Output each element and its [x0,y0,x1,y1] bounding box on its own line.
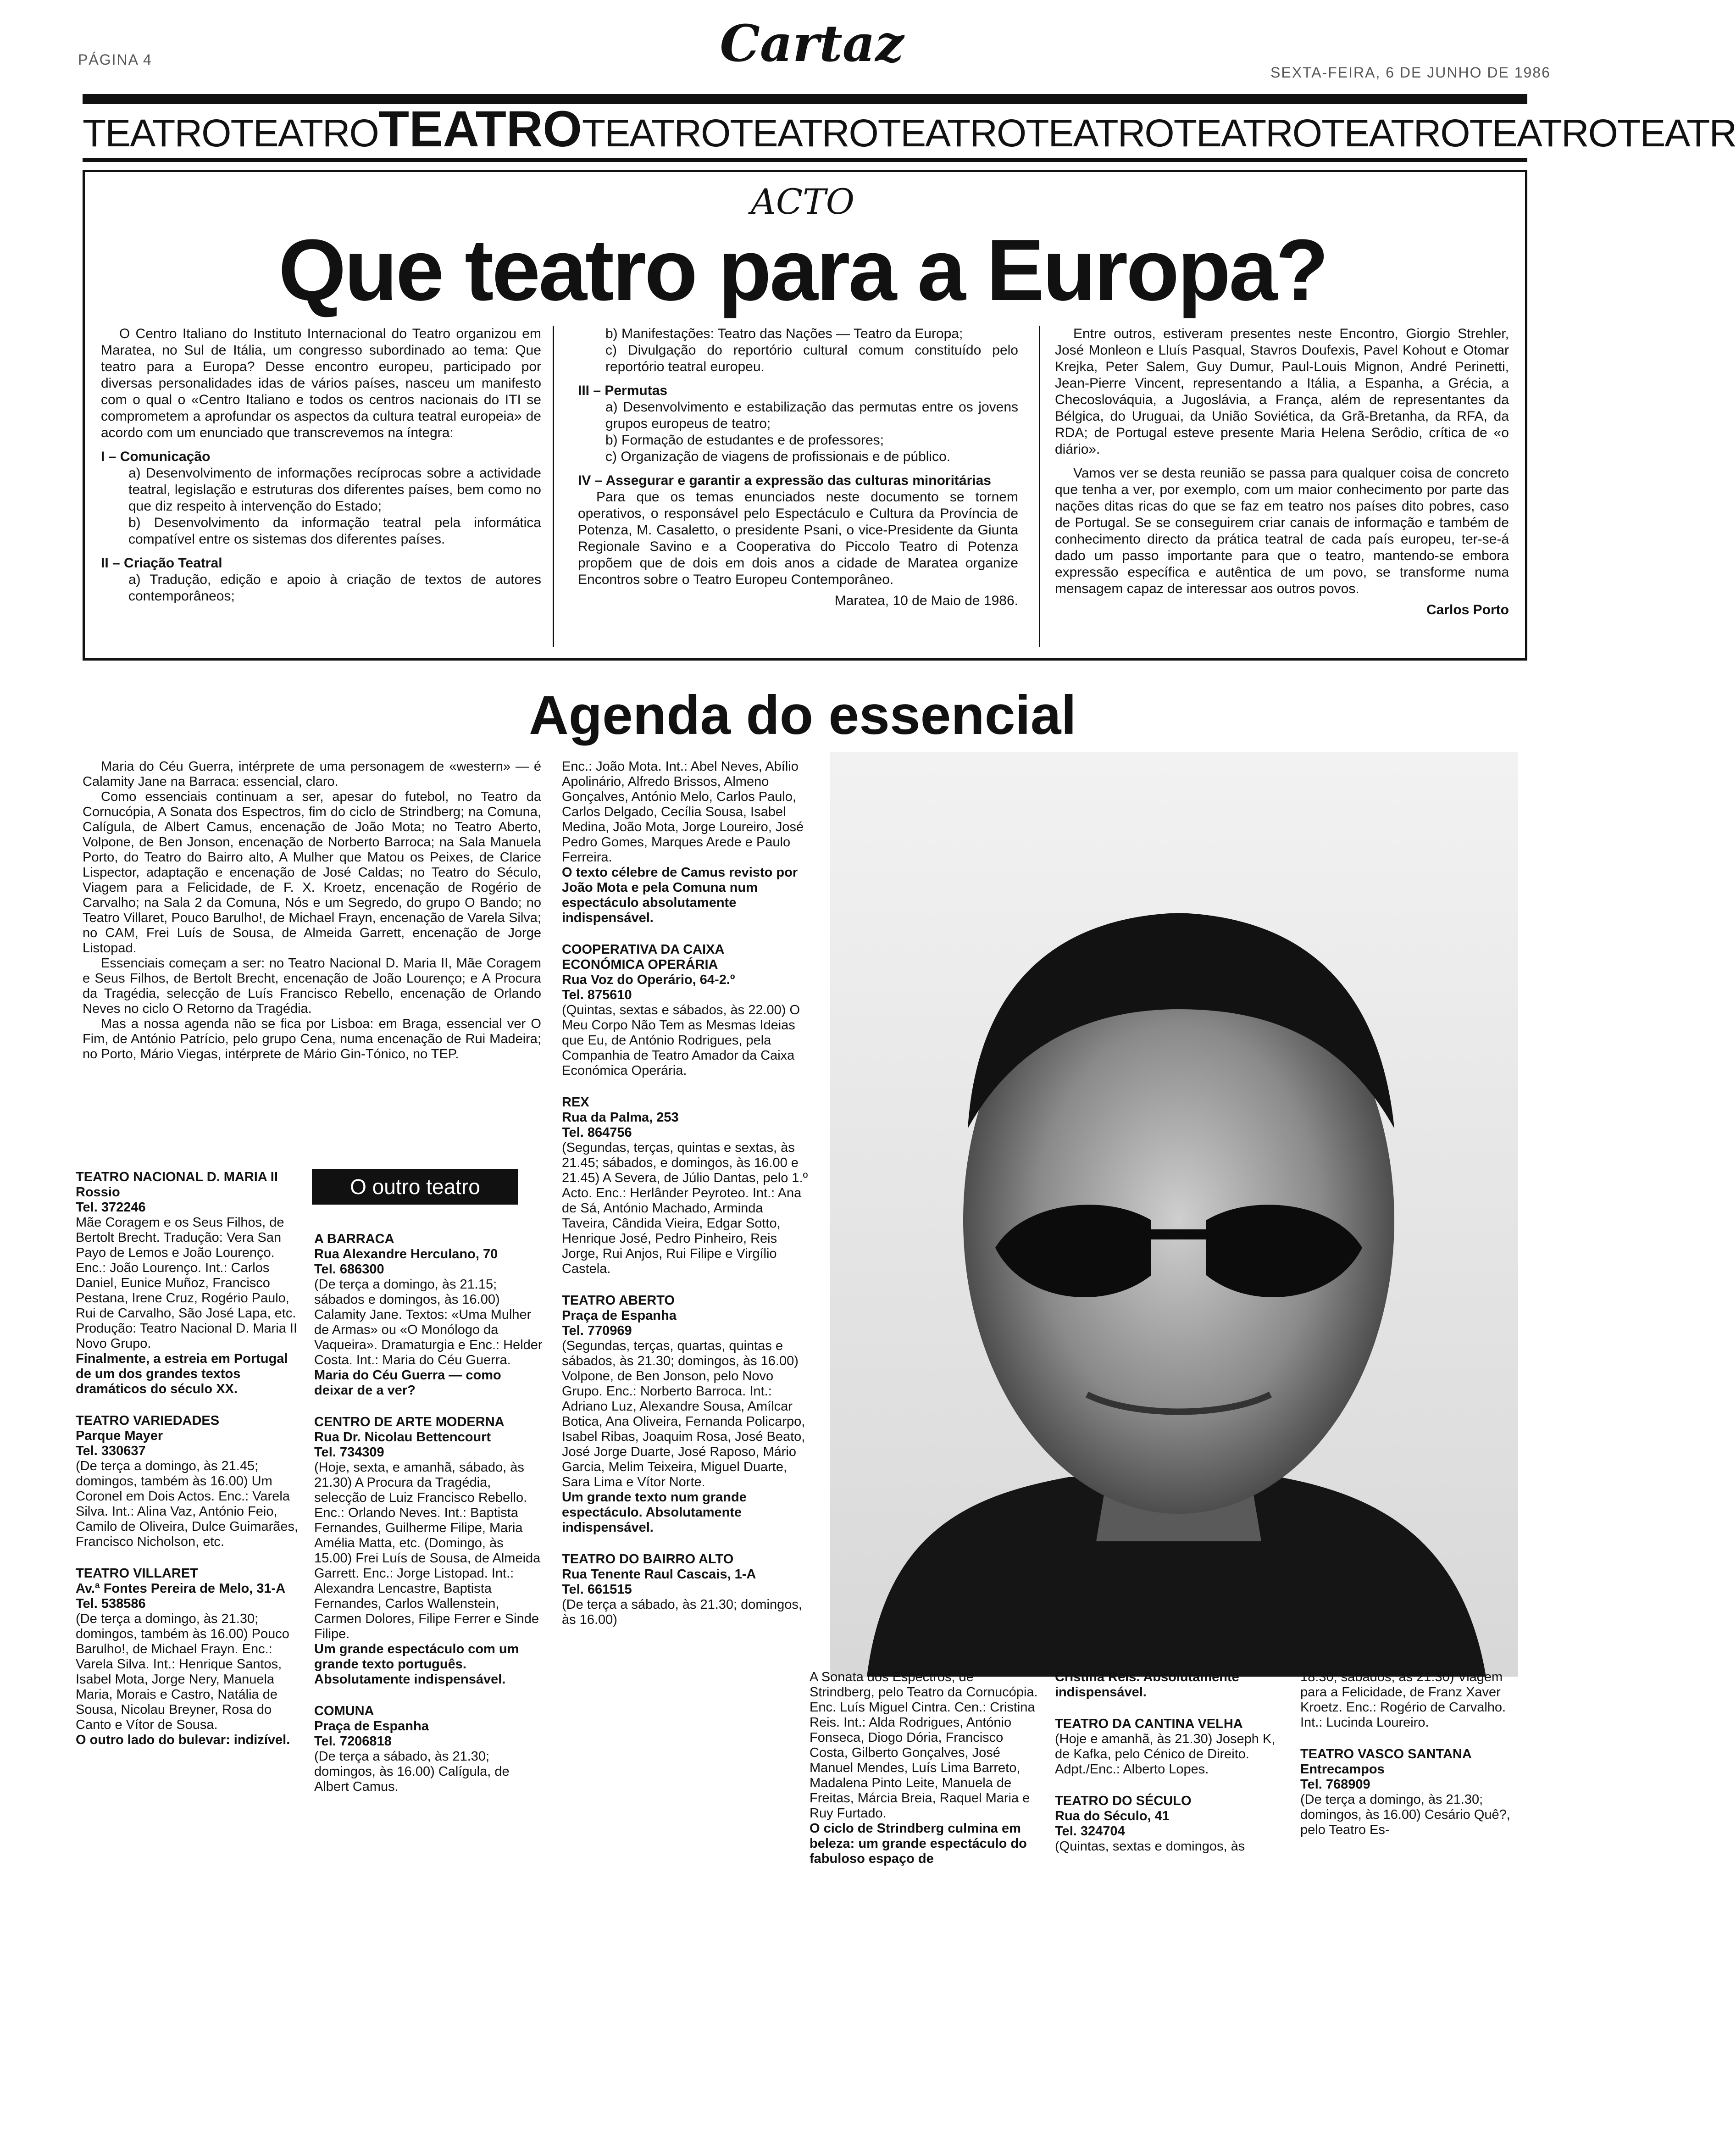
agenda-entry [562,1293,810,1535]
outro-teatro-banner: O outro teatro [312,1169,518,1205]
critic-highlight: O outro lado do bulevar: indizível. [76,1733,290,1747]
agenda-entry [76,1566,305,1748]
article-kicker: ACTO [750,181,855,222]
critic-highlight: Cristina Reis. Absolutamente indispensável. [1055,1670,1239,1700]
article-column-2 [578,326,1018,609]
article-author: Carlos Porto [1426,602,1509,617]
critic-highlight: O texto célebre de Camus revisto por João Mota e pela Comuna num espectáculo absolutamente indispensável. [562,865,798,925]
section-2-item-b: b) Manifestações: Teatro das Nações — Teatro da Europa; [605,326,963,341]
venue-info: Rossio Tel. 372246 [76,1185,146,1215]
venue-name: CENTRO DE ARTE MODERNA [314,1415,505,1429]
show-details: (De terça a sábado, às 21.30; domingos, às 16.00) Calígula, de Albert Camus. [314,1749,510,1794]
venue-info: Av.ª Fontes Pereira de Melo, 31-A Tel. 538586 [76,1581,286,1611]
article-place-date: Maratea, 10 de Maio de 1986. [834,593,1018,608]
venue-name: TEATRO VILLARET [76,1566,198,1581]
critic-highlight: O ciclo de Strindberg culmina em beleza: um grande espectáculo do fabuloso espaço de [810,1821,1027,1866]
venue-name: REX [562,1095,589,1110]
venue-info: Rua Voz do Operário, 64-2.º Tel. 875610 [562,972,735,1002]
column-divider [1039,326,1040,647]
critic-highlight: Finalmente, a estreia em Portugal de um dos grandes textos dramáticos do século XX. [76,1351,288,1396]
venue-name: TEATRO ABERTO [562,1293,675,1308]
critic-highlight: Um grande espectáculo com um grande texto português. Absolutamente indispensável. [314,1642,519,1687]
article-title: Que teatro para a Europa? [278,222,1327,319]
section-strip-suffix: TEATROTEATROTEATROTEATROTEATROTEATROTEATROTEATR [582,111,1736,155]
agenda-column [562,759,810,1644]
section-3-item-a: a) Desenvolvimento e estabilização das permutas entre os jovens grupos europeus de teatro; [605,400,1018,431]
venue-name: TEATRO DO BAIRRO ALTO [562,1552,734,1567]
section-3-title: III – Permutas [578,383,668,398]
agenda-entry [314,1415,544,1687]
show-details: (De terça a domingo, às 21.15; sábados e domingos, às 16.00) Calamity Jane. Textos: «Uma Mulher de Armas» ou «O Monólogo da Vaqueira». Dramaturgia e Enc.: Helder Costa. Int.: Maria do Céu Guerra. [314,1277,543,1367]
agenda-column [810,1670,1039,1883]
agenda-entry [562,942,810,1078]
agenda-column [1300,1670,1530,1854]
show-details: (De terça a domingo, às 21.45; domingos, também às 16.00) Um Coronel em Dois Actos. Enc.: Varela Silva. Int.: Alina Vaz, António Feio, Camilo de Oliveira, Dulce Guimarães, Francisco Nicholson, etc. [76,1459,299,1549]
article-intro: O Centro Italiano do Instituto Internacional do Teatro organizou em Maratea, no Sul de Itália, um congresso subordinado ao tema: Que teatro para a Europa? Desse encontro europeu, participado por diversas personalidades idas de vários países, nasceu um manifesto com o qual o «Centro Italiano e todos os centros nacionais do ITI se comprometem a aprofundar os aspectos da cultura teatral europeia» de acordo com um enunciado que transcrevemos na íntegra: [101,326,541,440]
portrait-image [830,752,1518,1677]
show-details: (Hoje e amanhã, às 21.30) Joseph K, de Kafka, pelo Cénico de Direito. Adpt./Enc.: Alberto Lopes. [1055,1732,1276,1777]
show-details: (De terça a sábado, às 21.30; domingos, às 16.00) [562,1597,802,1627]
section-1-item-a: a) Desenvolvimento de informações recíprocas sobre a actividade teatral, legislação e estruturas dos diferentes países, bem como no que diz respeito à intervenção do Estado; [128,466,541,514]
masthead-logo: Cartaz [720,14,904,73]
show-details: (De terça a domingo, às 21.30; domingos, às 16.00) Cesário Quê?, pelo Teatro Es- [1300,1792,1510,1837]
venue-info: Rua da Palma, 253 Tel. 864756 [562,1110,679,1140]
show-details: (Segundas, terças, quintas e sextas, às 21.45; sábados, e domingos, às 16.00 e 21.45) A Severa, de Júlio Dantas, pelo 1.º Acto. Enc.: Herlânder Peyroteo. Int.: Ana de Sá, António Machado, Arminda Taveira, Cândida Vieira, Edgar Sotto, Henrique José, Pedro Pinheiro, Reis Jorge, Rui Anjos, Rui Filipe e Virgílio Castela. [562,1140,808,1276]
venue-name: TEATRO DA CANTINA VELHA [1055,1717,1243,1731]
agenda-intro [83,759,541,1062]
strip-rule [83,158,1527,162]
venue-name: COMUNA [314,1704,374,1718]
section-3-item-c: c) Organização de viagens de profissionais e de público. [605,449,951,464]
agenda-entry [810,1670,1039,1867]
venue-name: TEATRO VASCO SANTANA [1300,1747,1472,1761]
show-details: (De terça a domingo, às 21.30; domingos, também às 16.00) Pouco Barulho!, de Michael Frayn. Enc.: Varela Silva. Int.: Henrique Santos, Isabel Mota, Jorge Nery, Manuela Maria, Morais e Castro, Natália de Sousa, Nicolau Breyner, Rosa do Canto e Vítor de Sousa. [76,1611,289,1732]
agenda-entry [1055,1794,1284,1854]
article-column-3 [1055,326,1509,618]
show-details: Mãe Coragem e os Seus Filhos, de Bertolt Brecht. Tradução: Vera San Payo de Lemos e João Lourenço. Enc.: João Lourenço. Int.: Carlos Daniel, Eunice Muñoz, Francisco Pestana, Irene Cruz, Rogério Paulo, Rui de Carvalho, São José Lapa, etc. Produção: Teatro Nacional D. Maria II Novo Grupo. [76,1215,298,1351]
agenda-entry [562,1552,810,1628]
agenda-entry [76,1413,305,1550]
show-details: 18.30; sábados, às 21.30) Viagem para a Felicidade, de Franz Xaver Kroetz. Enc.: Rogério de Carvalho. Int.: Lucinda Loureiro. [1300,1670,1506,1730]
venue-info: Entrecampos Tel. 768909 [1300,1762,1385,1792]
agenda-entry [562,1095,810,1277]
agenda-intro-paragraph: Como essenciais continuam a ser, apesar do futebol, no Teatro da Cornucópia, A Sonata dos Espectros, fim do ciclo de Strindberg; na Comuna, Calígula, de Albert Camus, encenação de João Mota; no Teatro Aberto, Volpone, de Ben Jonson, encenação de Norberto Barroca; na Sala Manuela Porto, do Teatro do Bairro alto, A Mulher que Matou os Peixes, de Clarice Lispector, adaptação e encenação de José Caldas; no Teatro do Século, Viagem para a Felicidade, de F. X. Kroetz, encenação de Rogério de Carvalho; na Sala 2 da Comuna, Nós e um Segredo, do grupo O Bando; no Teatro Villaret, Pouco Barulho!, de Michael Frayn, encenação de Varela Silva; no CAM, Frei Luís de Sousa, de Almeida Garrett, encenação de Jorge Listopad. [83,789,541,956]
venue-name: A BARRACA [314,1232,394,1246]
critic-highlight: Maria do Céu Guerra — como deixar de a ver? [314,1368,501,1398]
venue-info: Rua do Século, 41 Tel. 324704 [1055,1809,1170,1839]
agenda-entry [1300,1747,1530,1838]
venue-name: TEATRO DO SÉCULO [1055,1794,1192,1808]
section-4-title: IV – Assegurar e garantir a expressão das culturas minoritárias [578,473,991,488]
agenda-intro-paragraph: Mas a nossa agenda não se fica por Lisboa: em Braga, essencial ver O Fim, de António Patrício, pelo grupo Cena, numa encenação de Rui Madeira; no Porto, Mário Viegas, intérprete de Mário Gin-Tónico, no TEP. [83,1017,541,1061]
venue-info: Parque Mayer Tel. 330637 [76,1428,163,1458]
portrait-photo [830,752,1518,1677]
venue-name: COOPERATIVA DA CAIXA ECONÓMICA OPERÁRIA [562,942,724,972]
show-details: (Hoje, sexta, e amanhã, sábado, às 21.30) A Procura da Tragédia, selecção de Luiz Francisco Rebello. Enc.: Orlando Neves. Int.: Baptista Fernandes, Guilherme Filipe, Maria Amélia Matta, etc. (Domingo, às 15.00) Frei Luís de Sousa, de Almeida Garrett. Enc.: Jorge Listopad. Int.: Alexandra Lencastre, Baptista Fernandes, Carlos Wallenstein, Carmen Dolores, Filipe Ferrer e Sinde Filipe. [314,1460,541,1641]
section-2-item-c: c) Divulgação do reportório cultural comum constituído pelo reportório teatral europeu. [605,343,1018,374]
issue-date: SEXTA-FEIRA, 6 DE JUNHO DE 1986 [1270,64,1551,81]
agenda-entry [314,1232,544,1398]
critic-highlight: Um grande texto num grande espectáculo. Absolutamente indispensável. [562,1490,747,1535]
venue-info: Rua Tenente Raul Cascais, 1-A Tel. 661515 [562,1567,756,1597]
show-details: Enc.: João Mota. Int.: Abel Neves, Abílio Apolinário, Alfredo Brissos, Almeno Gonçalves, António Melo, Carlos Paulo, Carlos Delgado, Cecília Sousa, Isabel Medina, João Mota, Jorge Loureiro, José Pedro Gomes, Marques Arede e Paulo Ferreira. [562,759,804,865]
column-divider [553,326,554,647]
section-4-text: Para que os temas enunciados neste documento se tornem operativos, o responsável pelo Espectáculo e Cultura da Província de Potenza, M. Casaletto, o presidente Psani, o vice-Presidente da Giunta Regionale Savino e a Cooperativa do Piccolo Teatro di Potenza propõem que de dois em dois anos a cidade de Maratea organize Encontros sobre o Teatro Europeu Contemporâneo. [578,489,1018,587]
page-label: PÁGINA 4 [78,51,152,68]
agenda-column [76,1170,305,1764]
article-col3-paragraph: Entre outros, estiveram presentes neste Encontro, Giorgio Strehler, José Monleon e Lluís Pasqual, Stavros Doufexis, Pavel Kohout e Otomar Krejka, Peter Salem, Guy Dumur, Paul-Louis Mignon, André Perinetti, Jean-Pierre Vincent, representando a Itália, a Espanha, a Grécia, a Checoslováquia, a Jugoslávia, a França, além de representantes da Bélgica, do Uruguai, da União Soviética, da Grã-Bretanha, da RFA, da RDA; de Portugal esteve presente Maria Helena Serôdio, crítica de «o diário». [1055,326,1509,457]
venue-name: TEATRO VARIEDADES [76,1413,220,1428]
agenda-intro-paragraph: Maria do Céu Guerra, intérprete de uma personagem de «western» — é Calamity Jane na Barraca: essencial, claro. [83,759,541,789]
agenda-entry [1055,1670,1284,1700]
section-strip-bold: TEATRO [378,101,582,157]
venue-name: TEATRO NACIONAL D. MARIA II [76,1170,278,1184]
agenda-entry [314,1704,544,1795]
section-2-title: II – Criação Teatral [101,556,222,571]
article-column-1 [101,326,541,605]
venue-info: Rua Alexandre Herculano, 70 Tel. 686300 [314,1247,498,1277]
agenda-column [314,1232,544,1811]
section-strip-prefix: TEATROTEATRO [83,111,378,155]
venue-info: Praça de Espanha Tel. 770969 [562,1308,677,1338]
agenda-intro-paragraph: Essenciais começam a ser: no Teatro Nacional D. Maria II, Mãe Coragem e Seus Filhos, de Bertolt Brecht, encenação de João Lourenço; e A Procura da Tragédia, selecção de Luís Francisco Rebello, encenação de Orlando Neves no ciclo O Retorno da Tragédia. [83,956,541,1016]
section-3-item-b: b) Formação de estudantes e de professores; [605,433,884,448]
section-strip [83,101,1736,157]
agenda-title: Agenda do essencial [529,684,1076,746]
show-details: (Quintas, sextas e sábados, às 22.00) O Meu Corpo Não Tem as Mesmas Ideias que Eu, de António Rodrigues, pela Companhia de Teatro Amador da Caixa Económica Operária. [562,1003,800,1078]
section-1-item-b: b) Desenvolvimento da informação teatral pela informática compatível entre os sistemas dos diferentes países. [128,515,541,547]
show-details: (Segundas, terças, quartas, quintas e sábados, às 21.30; domingos, às 16.00) Volpone, de Ben Jonson, pelo Novo Grupo. Enc.: Norberto Barroca. Int.: Adriano Luz, Alexandre Sousa, Amílcar Botica, Ana Oliveira, Fernanda Policarpo, Isabel Ribas, Joaquim Rosa, José Beato, José Jorge Duarte, José Raposo, Mário Garcia, Melim Teixeira, Miguel Duarte, Sara Lima e Vítor Norte. [562,1339,805,1489]
agenda-entry [1300,1670,1530,1730]
agenda-entry [1055,1717,1284,1777]
agenda-entry [562,759,810,926]
show-details: A Sonata dos Espectros, de Strindberg, pelo Teatro da Cornucópia. Enc. Luís Miguel Cintra. Cen.: Cristina Reis. Int.: Alda Rodrigues, António Fonseca, Diogo Dória, Francisco Costa, Gilberto Gonçalves, José Manuel Mendes, Luís Lima Barreto, Madalena Pinto Leite, Manuela de Freitas, Márcia Breia, Raquel Maria e Ruy Furtado. [810,1670,1038,1821]
show-details: (Quintas, sextas e domingos, às [1055,1839,1245,1854]
agenda-column [1055,1670,1284,1871]
section-2-item-a: a) Tradução, edição e apoio à criação de textos de autores contemporâneos; [128,572,541,604]
venue-info: Praça de Espanha Tel. 7206818 [314,1719,429,1749]
section-1-title: I – Comunicação [101,449,211,464]
agenda-entry [76,1170,305,1397]
header-rule [83,94,1527,104]
article-col3-paragraph: Vamos ver se desta reunião se passa para qualquer coisa de concreto que tenha a ver, por exemplo, com um maior conhecimento por parte das nações ditas ricas do que se faz em teatro nos países dito pobres, caso de Portugal. Se se conseguirem criar canais de informação e também de conhecimento directo da prática teatral de cada país europeu, ter-se-á dado um passo importante para que o teatro, mantendo-se embora expressão específica e autêntica de um povo, se transforme numa mensagem capaz de interessar aos outros povos. [1055,466,1509,596]
venue-info: Rua Dr. Nicolau Bettencourt Tel. 734309 [314,1430,491,1460]
